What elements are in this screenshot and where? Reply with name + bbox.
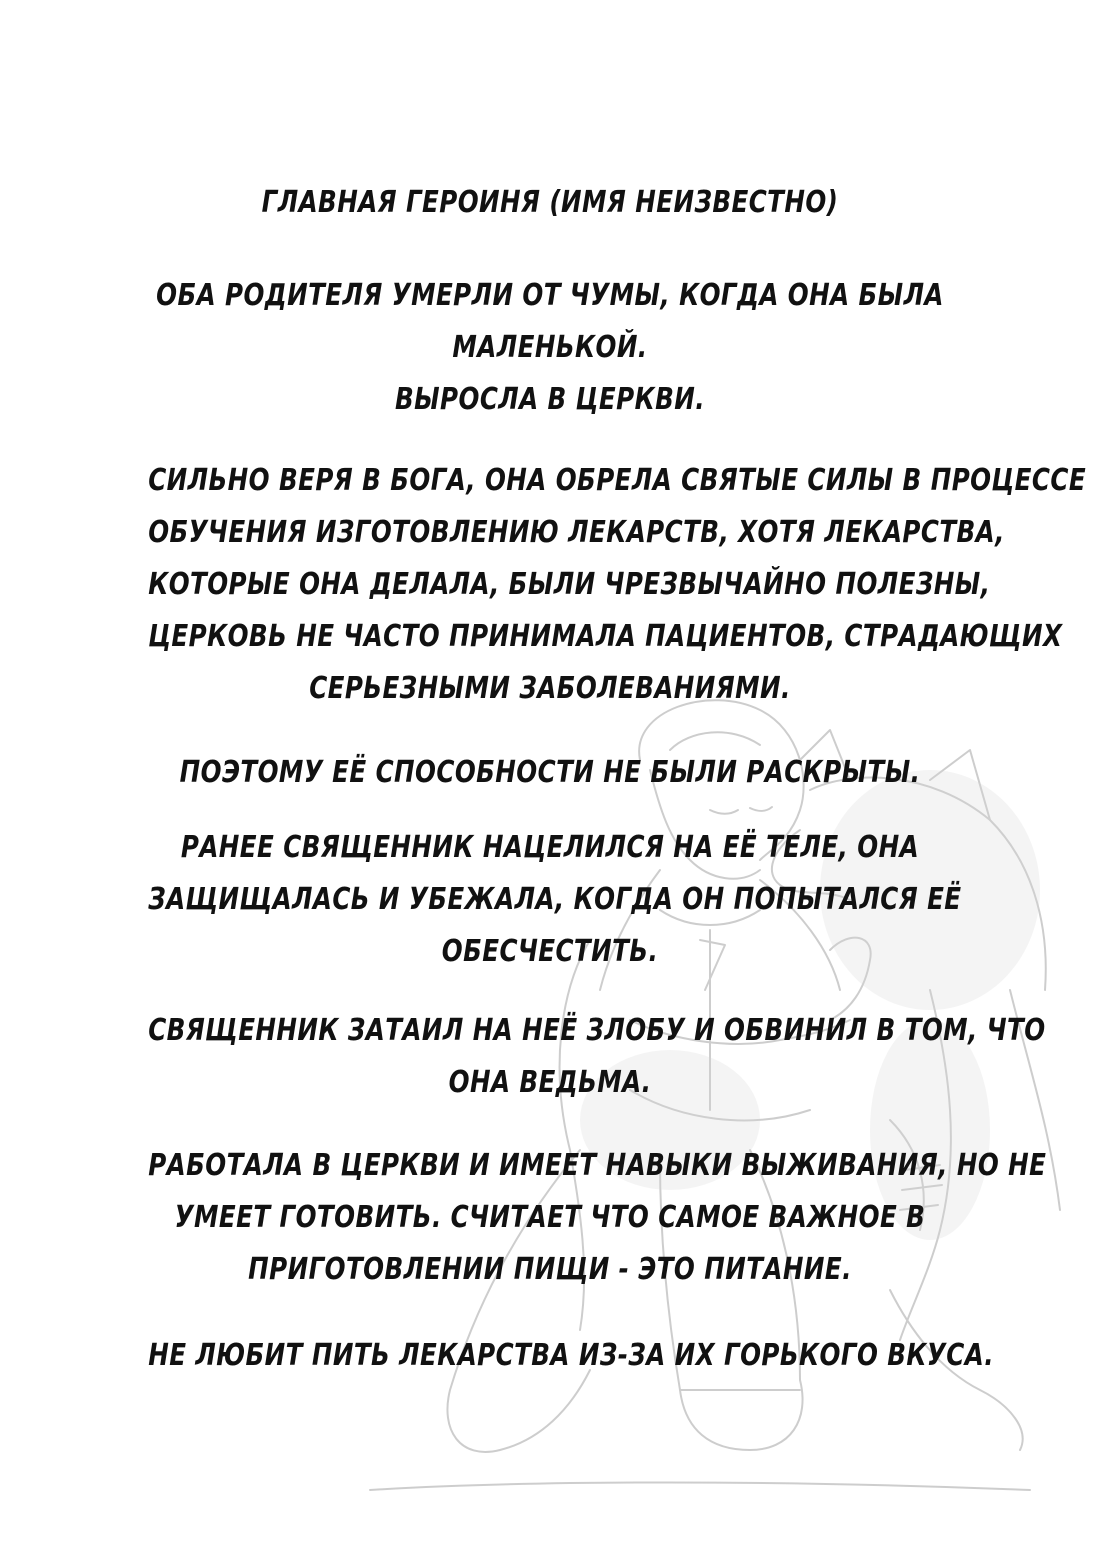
paragraph-abilities — [148, 747, 952, 799]
text-line: СЕРЬЕЗНЫМИ ЗАБОЛЕВАНИЯМИ. — [309, 671, 791, 706]
text-line: РАНЕЕ СВЯЩЕННИК НАЦЕЛИЛСЯ НА ЕЁ ТЕЛЕ, ОНА — [180, 830, 920, 865]
text-line: ОБА РОДИТЕЛЯ УМЕРЛИ ОТ ЧУМЫ, КОГДА ОНА БЫЛА — [156, 278, 944, 313]
text-line: РАБОТАЛА В ЦЕРКВИ И ИМЕЕТ НАВЫКИ ВЫЖИВАНИЯ, НО НЕ — [148, 1148, 1047, 1183]
text-line: ПРИГОТОВЛЕНИИ ПИЩИ - ЭТО ПИТАНИЕ. — [248, 1252, 852, 1287]
heading-text: ГЛАВНАЯ ГЕРОИНЯ (ИМЯ НЕИЗВЕСТНО) — [261, 185, 839, 220]
text-line: СИЛЬНО ВЕРЯ В БОГА, ОНА ОБРЕЛА СВЯТЫЕ СИЛЫ В ПРОЦЕССЕ — [148, 463, 1087, 498]
text-line: УМЕЕТ ГОТОВИТЬ. СЧИТАЕТ ЧТО САМОЕ ВАЖНОЕ В — [174, 1200, 926, 1235]
paragraph-medicine — [148, 1330, 994, 1382]
text-line: ОБЕСЧЕСТИТЬ. — [441, 934, 659, 969]
paragraph-powers — [148, 455, 1087, 715]
paragraph-skills — [148, 1140, 1047, 1296]
text-line: МАЛЕНЬКОЙ. — [452, 330, 648, 365]
text-line: СВЯЩЕННИК ЗАТАИЛ НА НЕЁ ЗЛОБУ И ОБВИНИЛ В ТОМ, ЧТО — [148, 1013, 1046, 1048]
paragraph-witch — [148, 1005, 1046, 1109]
text-line: КОТОРЫЕ ОНА ДЕЛАЛА, БЫЛИ ЧРЕЗВЫЧАЙНО ПОЛЕЗНЫ, — [148, 567, 991, 602]
text-line: ПОЭТОМУ ЕЁ СПОСОБНОСТИ НЕ БЫЛИ РАСКРЫТЫ. — [179, 755, 921, 790]
text-line: ЗАЩИЩАЛАСЬ И УБЕЖАЛА, КОГДА ОН ПОПЫТАЛСЯ ЕЁ — [148, 882, 962, 917]
heading — [148, 177, 952, 229]
text-line: ОБУЧЕНИЯ ИЗГОТОВЛЕНИЮ ЛЕКАРСТВ, ХОТЯ ЛЕКАРСТВА, — [148, 515, 1005, 550]
text-line: ОНА ВЕДЬМА. — [448, 1065, 652, 1100]
paragraph-priest — [148, 822, 962, 978]
text-line: ЦЕРКОВЬ НЕ ЧАСТО ПРИНИМАЛА ПАЦИЕНТОВ, СТРАДАЮЩИХ — [148, 619, 1063, 654]
paragraph-parents — [148, 270, 952, 426]
text-line: ВЫРОСЛА В ЦЕРКВИ. — [394, 382, 706, 417]
text-line: НЕ ЛЮБИТ ПИТЬ ЛЕКАРСТВА ИЗ-ЗА ИХ ГОРЬКОГО ВКУСА. — [148, 1338, 994, 1373]
